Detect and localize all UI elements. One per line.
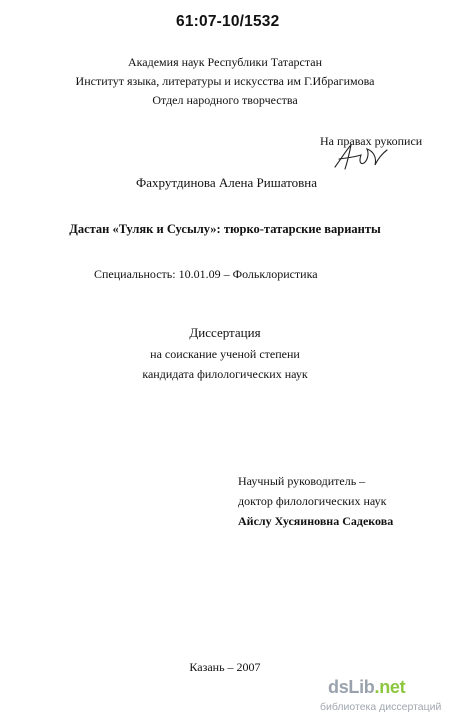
supervisor-name: Айслу Хусяиновна Садекова — [238, 514, 394, 528]
degree-line-2: кандидата филологических наук — [142, 367, 308, 381]
rights-note: На правах рукописи — [320, 134, 423, 148]
place-year: Казань – 2007 — [189, 660, 261, 674]
supervisor-degree: доктор филологических наук — [238, 494, 387, 508]
speciality: Специальность: 10.01.09 – Фольклористика — [94, 267, 318, 281]
handwritten-signature-icon — [333, 141, 389, 173]
header-department: Отдел народного творчества — [152, 93, 298, 107]
dslib-watermark[interactable] — [320, 677, 450, 719]
watermark-logo — [328, 677, 405, 698]
watermark-subtitle: библиотека диссертаций — [320, 701, 442, 713]
watermark-logo-main: dsLib — [328, 677, 375, 697]
header-academy: Академия наук Республики Татарстан — [127, 55, 322, 69]
watermark-logo-tld: .net — [374, 677, 406, 697]
catalog-code: 61:07-10/1532 — [176, 13, 280, 30]
header-institute: Институт языка, литературы и искусства им Г.Ибрагимова — [75, 74, 375, 88]
degree-line-1: на соискание ученой степени — [150, 347, 300, 361]
author-name: Фахрутдинова Алена Ришатовна — [136, 175, 318, 190]
supervisor-label: Научный руководитель – — [238, 474, 366, 488]
dissertation-title: Дастан «Туляк и Сусылу»: тюрко-татарские варианты — [69, 222, 381, 236]
work-type: Диссертация — [189, 325, 261, 340]
